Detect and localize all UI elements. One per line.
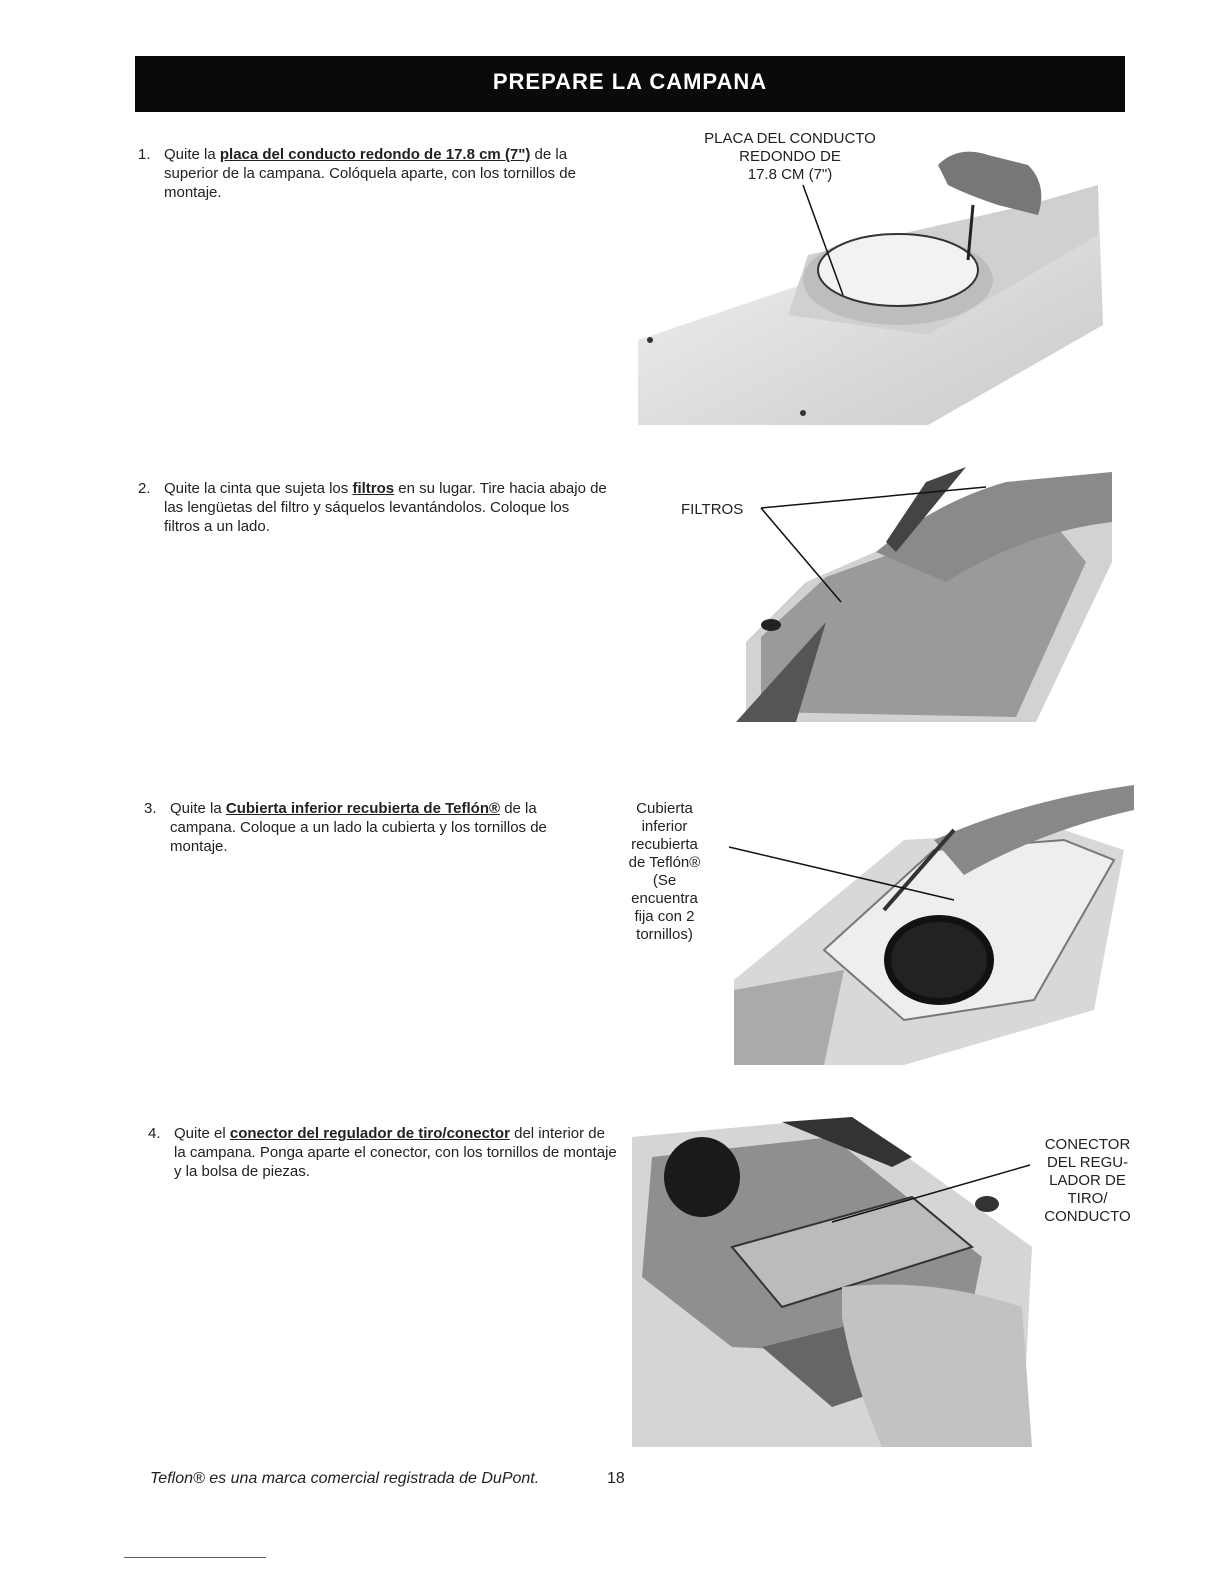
trademark-footnote: Teflon® es una marca comercial registrada de DuPont. [150, 1470, 540, 1487]
step-number: 1. [138, 146, 151, 163]
step-text: Quite la Cubierta inferior recubierta de Teflón® de la campana. Coloque a un lado la cubierta y los tornillos de montaje. [170, 800, 547, 855]
part-highlight: Cubierta inferior recubierta de Teflón® [225, 800, 501, 817]
label-damper-connector: CONECTOR DEL REGU- LADOR DE TIRO/ CONDUCTO [1044, 1136, 1131, 1225]
bottom-rule [124, 1557, 266, 1558]
part-highlight: placa del conducto redondo de 17.8 cm (7") [219, 146, 531, 163]
step-number: 2. [138, 480, 151, 497]
part-highlight: conector del regulador de tiro/conector [229, 1125, 510, 1142]
label-duct-plate: PLACA DEL CONDUCTO REDONDO DE 17.8 CM (7") [704, 130, 876, 183]
page-title: PREPARE LA CAMPANA [135, 56, 1125, 112]
step-text: Quite la cinta que sujeta los filtros en su lugar. Tire hacia abajo de las lengüetas del filtro y sáquelos levantándolos. Coloque los filtros a un lado. [164, 480, 607, 535]
photo-teflon-cover [704, 780, 1134, 1065]
page-number: 18 [607, 1470, 625, 1487]
step-number: 3. [144, 800, 157, 817]
label-teflon-cover: Cubierta inferior recubierta de Teflón® (Se encuentra fija con 2 tornillos) [628, 800, 701, 943]
step-number: 4. [148, 1125, 161, 1142]
step-text: Quite la placa del conducto redondo de 17.8 cm (7") de la superior de la campana. Colóquela aparte, con los tornillos de montaje. [164, 146, 576, 201]
photo-damper-connector [632, 1117, 1032, 1447]
label-filters: FILTROS [681, 501, 744, 518]
step-text: Quite el conector del regulador de tiro/conector del interior de la campana. Ponga aparte el conector, con los tornillos de montaje y la bolsa de piezas. [174, 1125, 617, 1180]
part-highlight: filtros [352, 480, 395, 497]
